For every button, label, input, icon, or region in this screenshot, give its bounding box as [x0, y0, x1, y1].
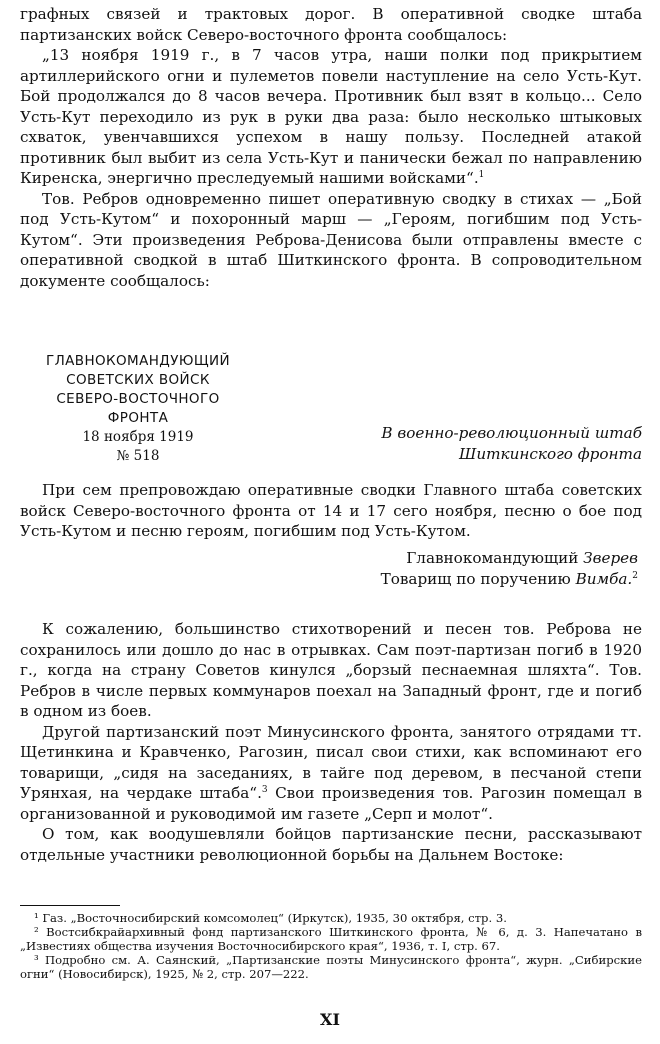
letter-addressee [330, 423, 642, 464]
heading-line: СЕВЕРО-ВОСТОЧНОГО [56, 391, 220, 407]
footnote-1: ¹ Газ. „Восточносибирский комсомолец“ (Иркутск), 1935, 30 октября, стр. 3. [34, 911, 507, 925]
closing-section [20, 619, 642, 865]
paragraph-regret: К сожалению, большинство стихотворений и песен тов. Реброва не сохранилось или дошло до нас в отрывках. Сам поэт-партизан погиб в 1920 г., когда на страну Советов кинулся „борзый песнаемная шляхта“. Тов. Ребров в числе первых коммунаров поехал на Западный фронт, где и погиб в одном из боев. [20, 620, 642, 720]
letter-date: 18 ноября 1919 [82, 429, 194, 445]
paragraph-rebrov: Тов. Ребров одновременно пишет оперативную сводку в стихах — „Бой под Усть-Кутом“ и похоронный марш — „Героям, погибшим под Усть-Кутом“. Эти произведения Реброва-Денисова были отправлены вместе с оперативной сводкой в штаб Шиткинского фронта. В сопроводительном документе сообщалось: [20, 189, 642, 290]
addressee-line: Шиткинского фронта [459, 444, 642, 463]
footnote-divider [20, 905, 120, 906]
signature-line-1: Главнокомандующий Зверев [406, 549, 638, 567]
signature-name: Вимба. [575, 570, 633, 588]
footnote-ref-3: 3 [261, 784, 268, 795]
letter-heading [22, 352, 254, 466]
paragraph-songs: О том, как воодушевляли бойцов партизанские песни, рассказывают отдельные участники революционной борьбы на Дальнем Востоке: [20, 825, 642, 864]
footnote-3: ³ Подробно см. А. Саянский, „Партизанские поэты Минусинского фронта“, журн. „Сибирские огни“ (Новосибирск), 1925, № 2, стр. 207—222. [20, 953, 642, 981]
paragraph-ragozin: Другой партизанский поэт Минусинского фронта, занятого отрядами тт. Щетинкина и Кравченко, Рагозин, писал свои стихи, как вспоминают его товарищи, „сидя на заседаниях, в тайге под деревом, в песчаной степи Урянхая, на чердаке штаба“.$^3$ Свои произведения тов. Рагозин помещал в организованной и руководимой им газете „Серп и молот“. [20, 722, 642, 823]
footnotes [20, 911, 642, 981]
addressee-line: В военно-революционный штаб [381, 424, 642, 442]
signature-line-2: Товарищ по поручению Вимба.$^2$ [380, 570, 638, 588]
letter-body [20, 480, 642, 542]
signature-name: Зверев [583, 549, 638, 567]
heading-line: СОВЕТСКИХ ВОЙСК [66, 372, 210, 388]
opening-section [20, 4, 642, 291]
quote-operative-report: „13 ноября 1919 г., в 7 часов утра, наши полки под прикрытием артиллерийского огни и пулеметов повели наступление на село Усть-Кут. Бой продолжался до 8 часов вечера. Противник был взят в кольцо... Село Усть-Кут переходило из рук в руки два раза: было несколько штыковых схваток, увенчавшихся успехом в нашу пользу. Последней атакой противник был выбит из села Усть-Кут и панически бежал по направлению Киренска, энергично преследуемый нашими войсками“.$^1$ [20, 46, 642, 187]
heading-line: ФРОНТА [107, 410, 169, 426]
heading-line: ГЛАВНОКОМАНДУЮЩИЙ [45, 353, 230, 369]
page-number: XI [320, 1010, 340, 1029]
letter-text: При сем препровождаю оперативные сводки Главного штаба советских войск Северо-восточного фронта от 14 и 17 сего ноября, песню о бое под Усть-Кутом и песню героям, погибшим под Усть-Кутом. [20, 481, 642, 540]
footnote-ref-1: 1 [478, 169, 485, 180]
footnote-2: ² Востсибкрайархивный фонд партизанского Шиткинского фронта, № 6, д. 3. Напечатано в „Известиях общества изучения Восточносибирского края“, 1936, т. I, стр. 67. [20, 925, 642, 953]
letter-number: № 518 [116, 448, 160, 464]
paragraph-intro: графных связей и трактовых дорог. В оперативной сводке штаба партизанских войск Северо-восточного фронта сообщалось: [20, 5, 642, 44]
footnote-ref-2: 2 [632, 570, 638, 581]
letter-signature [381, 548, 638, 590]
